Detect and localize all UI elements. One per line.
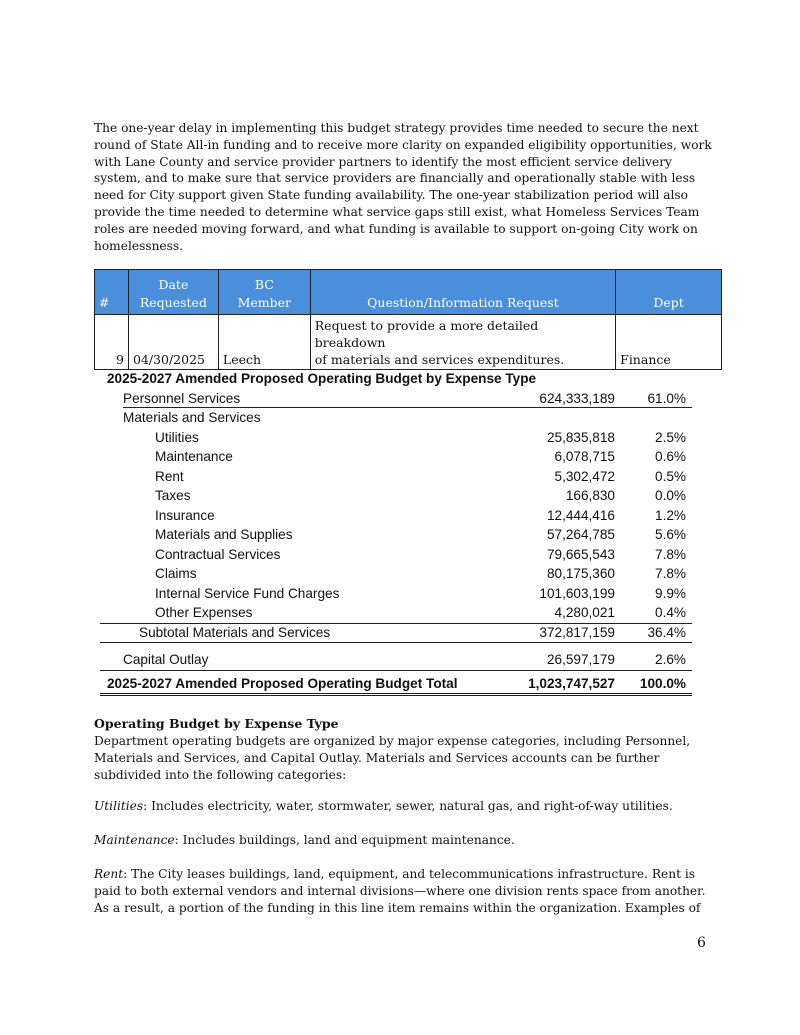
item-pct: 0.0% [655,488,686,503]
item-amount: 4,280,021 [554,605,615,620]
list-item [100,525,692,545]
item-amount: 25,835,818 [546,429,615,445]
section-body: Department operating budgets are organized by major expense categories, including Personnel, Materials and Services, and Capital Outlay. Materials and Services accounts can be further subdivided into the following categories: [94,734,691,782]
item-label: Rent [155,468,184,484]
budget-row-capital [100,650,692,670]
request-table [94,269,722,370]
item-amount: 6,078,715 [554,449,615,464]
definition-term: Rent [94,867,124,881]
section-title: Operating Budget by Expense Type [94,716,339,731]
row-member: Leech [218,315,310,370]
item-pct: 7.8% [655,546,686,562]
item-label: Maintenance [155,449,233,464]
materials-items [100,428,692,623]
item-pct: 0.4% [655,605,686,620]
item-pct: 9.9% [655,585,686,601]
item-amount: 57,264,785 [546,527,615,542]
request-table-header [95,270,722,315]
personnel-amount: 624,333,189 [539,390,615,406]
total-pct: 100.0% [639,675,686,691]
item-label: Insurance [155,507,215,523]
table-row [95,315,722,370]
budget-row-total [100,674,692,694]
list-item [100,545,692,565]
list-item [100,447,692,467]
definition-rent [94,866,714,916]
item-label: Utilities [155,429,199,445]
row-dept: Finance [616,315,722,370]
header-date [128,270,218,315]
row-question [310,315,615,370]
intro-paragraph: The one-year delay in implementing this budget strategy provides time needed to secure the next round of State All-in funding and to receive more clarity on expanded eligibility opportunities, work with Lane County and service provider partners to identify the most efficient service delivery system, and to make sure that service providers are financially and operationally stable with less need for City support given State funding availability. The one-year stabilization period will also provide the time needed to determine what service gaps still exist, what Homeless Services Team roles are needed moving forward, and what funding is available to support on-going City work on homelessness. [94,121,712,253]
header-member-line2: Member [237,295,292,310]
item-amount: 101,603,199 [539,585,615,601]
item-amount: 80,175,360 [546,566,615,581]
definition-text: : Includes buildings, land and equipment maintenance. [174,833,515,847]
item-label: Taxes [155,488,191,503]
header-date-line2: Requested [139,295,207,310]
header-dept: Dept [616,270,722,315]
budget-row-materials-header [100,408,692,428]
row-question-line2: of materials and services expenditures. [314,352,565,367]
subtotal-label: Subtotal Materials and Services [139,624,331,640]
item-pct: 7.8% [655,566,686,581]
subtotal-amount: 372,817,159 [539,624,615,640]
list-item [100,486,692,506]
capital-label: Capital Outlay [123,652,209,667]
item-amount: 12,444,416 [546,507,615,523]
list-item [100,584,692,604]
header-member [218,270,310,315]
total-amount: 1,023,747,527 [528,675,615,691]
item-label: Contractual Services [155,546,281,562]
list-item [100,467,692,487]
list-item [100,564,692,584]
item-pct: 0.6% [655,449,686,464]
item-amount: 166,830 [565,488,615,503]
item-pct: 2.5% [655,429,686,445]
item-amount: 5,302,472 [554,468,615,484]
budget-title: 2025-2027 Amended Proposed Operating Budget by Expense Type [107,371,537,386]
row-question-line1: Request to provide a more detailed breakdown [314,318,539,350]
personnel-pct: 61.0% [647,390,686,406]
budget-row-personnel [100,389,692,409]
personnel-label: Personnel Services [123,390,241,406]
page-number: 6 [697,935,706,951]
item-label: Claims [155,566,197,581]
budget-table [100,369,692,693]
total-label: 2025-2027 Amended Proposed Operating Budget Total [107,675,458,691]
capital-amount: 26,597,179 [546,652,615,667]
list-item [100,428,692,448]
definition-text: : The City leases buildings, land, equipment, and telecommunications infrastructure. Rent is paid to both external vendors and internal divisions—where one division rents space from another. As a result, a portion of the funding in this line item remains within the organization. Examples of [94,867,706,915]
list-item [100,506,692,526]
definition-maintenance [94,832,714,849]
header-num: # [95,270,129,315]
item-label: Internal Service Fund Charges [155,585,340,601]
budget-title-row [100,369,692,389]
item-pct: 0.5% [655,468,686,484]
header-date-line1: Date [158,277,189,292]
item-pct: 5.6% [655,527,686,542]
row-num: 9 [95,315,129,370]
header-question: Question/Information Request [310,270,615,315]
item-amount: 79,665,543 [546,546,615,562]
definition-text: : Includes electricity, water, stormwater, sewer, natural gas, and right-of-way utilities. [143,799,673,813]
list-item [100,603,692,623]
definition-term: Maintenance [94,833,175,847]
item-pct: 1.2% [655,507,686,523]
item-label: Other Expenses [155,605,253,620]
materials-header: Materials and Services [123,410,261,425]
definition-term: Utilities [94,799,144,813]
row-date: 04/30/2025 [128,315,218,370]
definition-utilities [94,798,714,815]
capital-pct: 2.6% [655,652,686,667]
header-member-line1: BC [254,277,274,292]
subtotal-pct: 36.4% [647,624,686,640]
budget-row-subtotal [100,623,692,643]
item-label: Materials and Supplies [155,527,293,542]
